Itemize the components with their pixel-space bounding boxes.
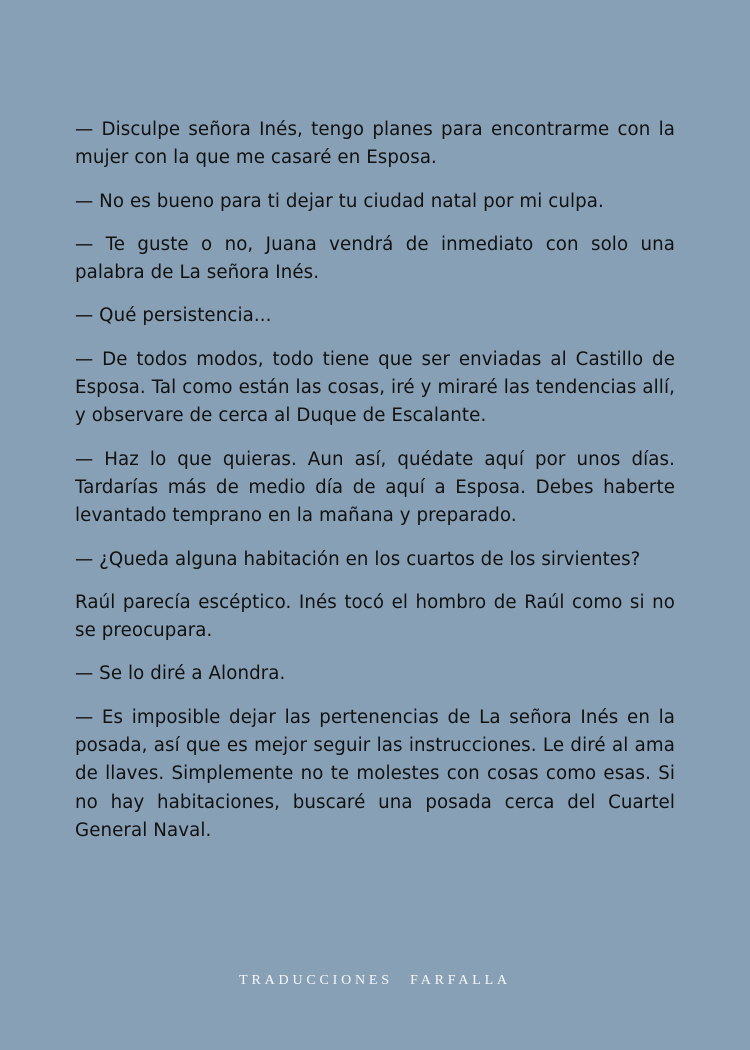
- footer-credit: TRADUCCIONES FARFALLA: [239, 973, 511, 988]
- paragraph: — Qué persistencia...: [75, 305, 272, 327]
- paragraph: — No es bueno para ti dejar tu ciudad natal por mi culpa.: [75, 190, 604, 212]
- paragraph: — Haz lo que quieras. Aun así, quédate aquí por unos días. Tardarías más de medio día de aquí a Esposa. Debes haberte levantado temprano en la mañana y preparado.: [75, 448, 675, 527]
- document-body: [75, 116, 675, 860]
- paragraph: — Te guste o no, Juana vendrá de inmediato con solo una palabra de La señora Inés.: [75, 233, 675, 284]
- paragraph: — De todos modos, todo tiene que ser enviadas al Castillo de Esposa. Tal como están las cosas, iré y miraré las tendencias allí, y observare de cerca al Duque de Escalante.: [75, 348, 675, 427]
- paragraph: — ¿Queda alguna habitación en los cuartos de los sirvientes?: [75, 548, 641, 570]
- paragraph: — Es imposible dejar las pertenencias de La señora Inés en la posada, así que es mejor seguir las instrucciones. Le diré al ama de llaves. Simplemente no te molestes con cosas como esas. Si no hay habitaciones, buscaré una posada cerca del Cuartel General Naval.: [75, 706, 675, 841]
- paragraph: — Disculpe señora Inés, tengo planes para encontrarme con la mujer con la que me casaré en Esposa.: [75, 119, 675, 169]
- paragraph: — Se lo diré a Alondra.: [75, 663, 286, 685]
- paragraph: Raúl parecía escéptico. Inés tocó el hombro de Raúl como si no se preocupara.: [75, 591, 675, 642]
